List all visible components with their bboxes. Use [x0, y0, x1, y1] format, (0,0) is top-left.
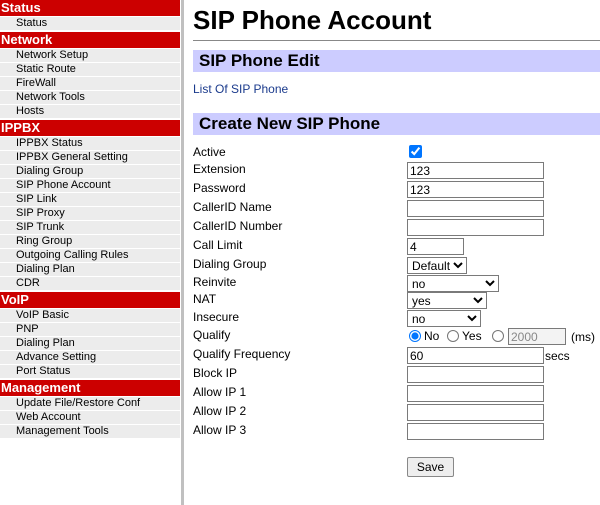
- sidebar-item-dialing-group[interactable]: Dialing Group: [0, 165, 180, 178]
- sidebar-item-network-tools[interactable]: Network Tools: [0, 91, 180, 104]
- qualify-frequency-field[interactable]: [407, 347, 544, 364]
- qualify-frequency-label: Qualify Frequency: [193, 347, 291, 361]
- extension-label: Extension: [193, 162, 246, 176]
- qualify-frequency-unit: secs: [545, 349, 570, 363]
- nat-select[interactable]: [407, 292, 487, 309]
- sidebar-item-port-status[interactable]: Port Status: [0, 365, 180, 378]
- create-new-sip-phone-heading: Create New SIP Phone: [193, 113, 600, 135]
- sidebar-item-update-file-restore-conf[interactable]: Update File/Restore Conf: [0, 397, 180, 410]
- sidebar-item-ring-group[interactable]: Ring Group: [0, 235, 180, 248]
- sidebar-item-sip-trunk[interactable]: SIP Trunk: [0, 221, 180, 234]
- password-field[interactable]: [407, 181, 544, 198]
- sidebar-section-header: Management: [0, 380, 180, 396]
- sidebar-item-outgoing-calling-rules[interactable]: Outgoing Calling Rules: [0, 249, 180, 262]
- qualify-label: Qualify: [193, 328, 231, 342]
- qualify-yes-radio[interactable]: [447, 330, 459, 342]
- password-label: Password: [193, 181, 246, 195]
- callerid-number-field[interactable]: [407, 219, 544, 236]
- sidebar-item-sip-phone-account[interactable]: SIP Phone Account: [0, 179, 180, 192]
- sidebar-item-static-route[interactable]: Static Route: [0, 63, 180, 76]
- sidebar-divider: [181, 0, 184, 505]
- block-ip-field[interactable]: [407, 366, 544, 383]
- sidebar-item-dialing-plan[interactable]: Dialing Plan: [0, 337, 180, 350]
- sidebar-section-header: IPPBX: [0, 120, 180, 136]
- page-title: SIP Phone Account: [193, 5, 432, 35]
- sidebar-item-sip-link[interactable]: SIP Link: [0, 193, 180, 206]
- sidebar-section-status: [0, 0, 180, 32]
- sidebar-item-pnp[interactable]: PNP: [0, 323, 180, 336]
- sidebar-item-cdr[interactable]: CDR: [0, 277, 180, 290]
- sidebar-section-network: [0, 32, 180, 120]
- qualify-ms-unit: (ms): [571, 330, 595, 344]
- sidebar-item-hosts[interactable]: Hosts: [0, 105, 180, 118]
- sidebar-item-voip-basic[interactable]: VoIP Basic: [0, 309, 180, 322]
- sidebar-section-header: Status: [0, 0, 180, 16]
- allow-ip3-label: Allow IP 3: [193, 423, 247, 437]
- reinvite-select[interactable]: [407, 275, 499, 292]
- nat-label: NAT: [193, 292, 217, 306]
- allow-ip3-field[interactable]: [407, 423, 544, 440]
- allow-ip2-field[interactable]: [407, 404, 544, 421]
- call-limit-label: Call Limit: [193, 238, 243, 252]
- qualify-no-radio[interactable]: [409, 330, 421, 342]
- sidebar: [0, 0, 180, 505]
- active-checkbox[interactable]: [409, 145, 422, 158]
- sidebar-section-header: Network: [0, 32, 180, 48]
- block-ip-label: Block IP: [193, 366, 238, 380]
- sidebar-section-voip: [0, 292, 180, 380]
- allow-ip1-field[interactable]: [407, 385, 544, 402]
- sidebar-item-web-account[interactable]: Web Account: [0, 411, 180, 424]
- callerid-name-label: CallerID Name: [193, 200, 272, 214]
- sidebar-item-ippbx-general-setting[interactable]: IPPBX General Setting: [0, 151, 180, 164]
- sidebar-item-network-setup[interactable]: Network Setup: [0, 49, 180, 62]
- sidebar-section-management: [0, 380, 180, 440]
- sidebar-item-advance-setting[interactable]: Advance Setting: [0, 351, 180, 364]
- title-divider: [193, 40, 600, 41]
- insecure-select[interactable]: [407, 310, 481, 327]
- sidebar-item-management-tools[interactable]: Management Tools: [0, 425, 180, 438]
- sidebar-item-status[interactable]: Status: [0, 17, 180, 30]
- callerid-name-field[interactable]: [407, 200, 544, 217]
- dialing-group-select[interactable]: [407, 257, 467, 274]
- qualify-ms-field[interactable]: [508, 328, 566, 345]
- active-label: Active: [193, 145, 226, 159]
- sidebar-section-header: VoIP: [0, 292, 180, 308]
- sidebar-section-ippbx: [0, 120, 180, 292]
- qualify-no-label: No: [424, 329, 440, 343]
- allow-ip1-label: Allow IP 1: [193, 385, 247, 399]
- sidebar-item-dialing-plan[interactable]: Dialing Plan: [0, 263, 180, 276]
- qualify-ms-radio[interactable]: [492, 330, 504, 342]
- sidebar-item-firewall[interactable]: FireWall: [0, 77, 180, 90]
- callerid-number-label: CallerID Number: [193, 219, 283, 233]
- dialing-group-label: Dialing Group: [193, 257, 267, 271]
- list-of-sip-phone-link[interactable]: List Of SIP Phone: [193, 82, 289, 96]
- sidebar-item-ippbx-status[interactable]: IPPBX Status: [0, 137, 180, 150]
- save-button[interactable]: Save: [407, 457, 454, 477]
- insecure-label: Insecure: [193, 310, 240, 324]
- call-limit-field[interactable]: [407, 238, 464, 255]
- qualify-yes-label: Yes: [462, 329, 482, 343]
- extension-field[interactable]: [407, 162, 544, 179]
- reinvite-label: Reinvite: [193, 275, 237, 289]
- sidebar-item-sip-proxy[interactable]: SIP Proxy: [0, 207, 180, 220]
- sip-phone-edit-heading: SIP Phone Edit: [193, 50, 600, 72]
- allow-ip2-label: Allow IP 2: [193, 404, 247, 418]
- main-content: [193, 0, 600, 505]
